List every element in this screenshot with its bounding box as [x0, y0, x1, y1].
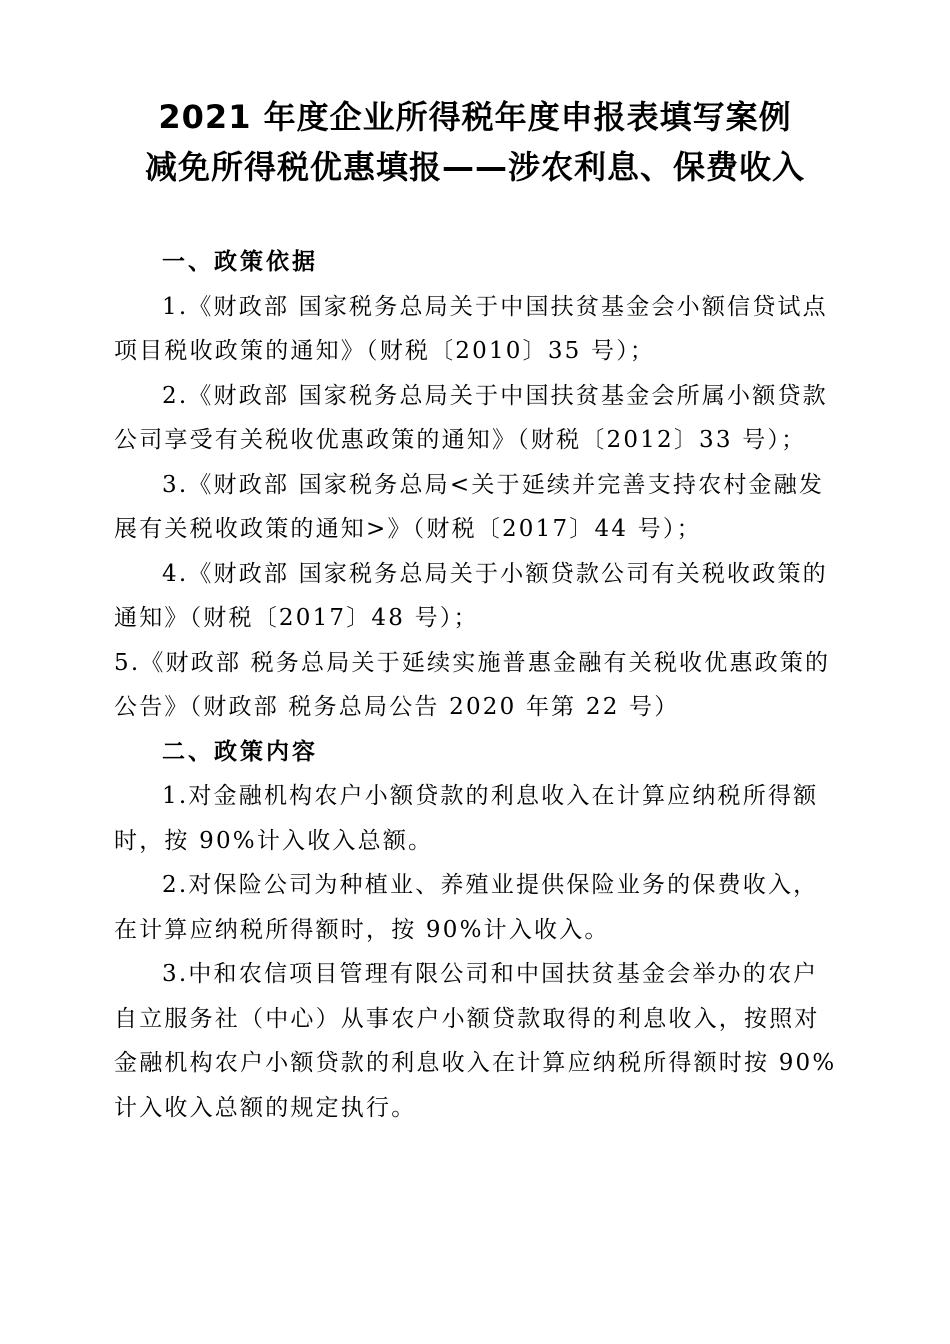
paragraph-line: 3.《财政部 国家税务总局<关于延续并完善支持农村金融发 [162, 471, 825, 498]
paragraph-line: 2.《财政部 国家税务总局关于中国扶贫基金会所属小额贷款 [162, 382, 828, 409]
paragraph-line: 1.《财政部 国家税务总局关于中国扶贫基金会小额信贷试点 [162, 293, 828, 320]
paragraph-line: 公告》（财政部 税务总局公告 2020 年第 22 号） [114, 694, 680, 720]
title-line-2: 减免所得税优惠填报——涉农利息、保费收入 [144, 148, 805, 186]
paragraph-line: 展有关税收政策的通知>》（财税〔2017〕44 号）； [114, 516, 702, 542]
paragraph-line: 金融机构农户小额贷款的利息收入在计算应纳税所得额时按 90% [114, 1050, 837, 1076]
document-title [0, 92, 950, 192]
paragraph-line: 2.对保险公司为种植业、养殖业提供保险业务的保费收入， [162, 872, 819, 898]
paragraph-line: 1.对金融机构农户小额贷款的利息收入在计算应纳税所得额 [162, 783, 819, 809]
paragraph-line: 自立服务社（中心）从事农户小额贷款取得的利息收入，按照对 [114, 1005, 820, 1032]
paragraph-line: 时，按 90%计入收入总额。 [114, 827, 434, 854]
section-heading-policy-content: 二、政策内容 [162, 738, 318, 765]
paragraph-line: 在计算应纳税所得额时，按 90%计入收入。 [114, 916, 610, 943]
paragraph-line: 公司享受有关税收优惠政策的通知》（财税〔2012〕33 号）； [114, 427, 807, 453]
paragraph-line: 通知》（财税〔2017〕48 号）； [114, 605, 479, 631]
document-body [114, 240, 838, 1130]
paragraph-line: 4.《财政部 国家税务总局关于小额贷款公司有关税收政策的 [162, 560, 828, 587]
paragraph-line: 5.《财政部 税务总局关于延续实施普惠金融有关税收优惠政策的 [114, 649, 831, 676]
paragraph-line: 计入收入总额的规定执行。 [114, 1094, 417, 1121]
paragraph-line: 项目税收政策的通知》（财税〔2010〕35 号）； [114, 338, 656, 364]
section-heading-policy-basis: 一、政策依据 [162, 249, 318, 275]
title-line-1: 2021 年度企业所得税年度申报表填写案例 [158, 98, 792, 136]
paragraph-line: 3.中和农信项目管理有限公司和中国扶贫基金会举办的农户 [162, 961, 819, 987]
